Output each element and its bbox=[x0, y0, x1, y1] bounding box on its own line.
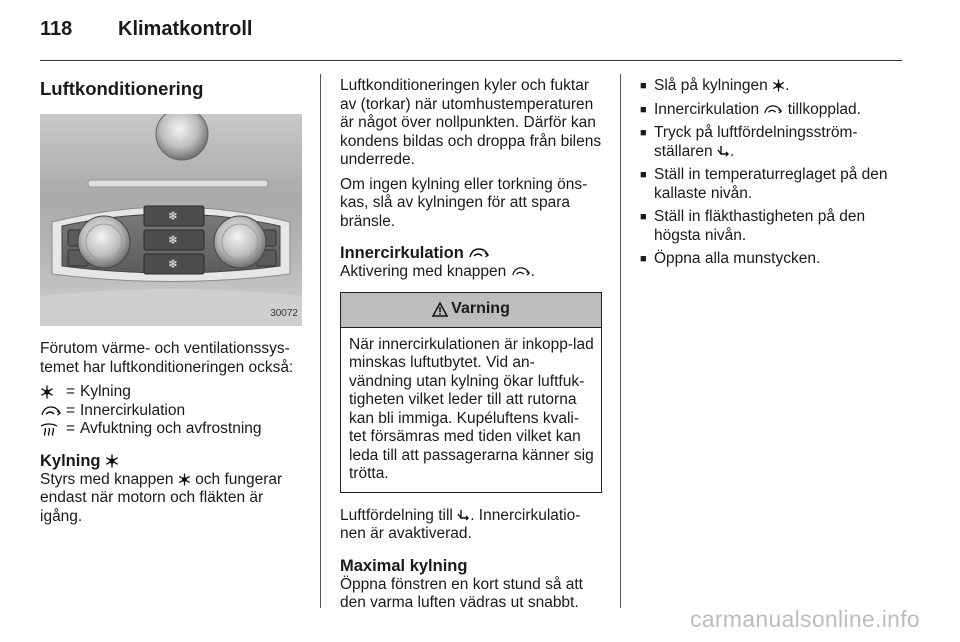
warning-triangle-icon bbox=[432, 302, 448, 317]
list-item: ■ Ställ in temperaturreglaget på den kallaste nivån. bbox=[640, 166, 902, 203]
warning-header bbox=[341, 293, 601, 328]
warning-text: När innercirkulationen är inkopp-lad minskas luftutbytet. Vid an-vändning utan kylning ökar luftfuk-tigheten vilket leder till att rutorna kan bli immiga. Kupéluftens kvali-tet försämras med tiden vilket kan leda till att passagerarna känner sig trötta. bbox=[349, 335, 594, 482]
step-3-end: . bbox=[729, 142, 735, 160]
recirculation-icon bbox=[511, 265, 531, 278]
recirculation-text-end: . bbox=[530, 263, 535, 280]
warning-box bbox=[340, 292, 602, 493]
watermark: carmanualsonline.info bbox=[689, 606, 920, 632]
defog-icon bbox=[40, 420, 66, 439]
airflow-text bbox=[340, 507, 602, 544]
list-item bbox=[640, 124, 902, 161]
page-header bbox=[40, 18, 252, 41]
airflow-text-a: Luftfördelning till bbox=[340, 506, 453, 524]
cooling-heading-text: Kylning bbox=[40, 451, 101, 470]
ac-paragraph-1: Luftkonditioneringen kyler och fuktar av (torkar) när utomhustemperaturen är något över nollpunkten. Därför kan kondens bildas och droppa från bilens underrede. bbox=[340, 77, 602, 168]
legend-eq-3: = bbox=[66, 420, 76, 437]
section-title: Luftkonditionering bbox=[40, 78, 204, 99]
button-glyph-3: ❄ bbox=[168, 257, 179, 271]
header-rule bbox=[40, 60, 902, 61]
snowflake-icon bbox=[105, 454, 119, 468]
cooling-text-a: Styrs med knappen bbox=[40, 470, 174, 488]
intro-text: Förutom värme- och ventilationssys-temet har luftkonditioneringen också: bbox=[40, 340, 294, 376]
step-1-end: . bbox=[785, 77, 790, 94]
button-glyph-2: ❄ bbox=[168, 233, 179, 247]
max-cooling-heading: Maximal kylning bbox=[340, 556, 468, 575]
floor-airflow-icon bbox=[457, 509, 470, 522]
floor-airflow-icon bbox=[717, 145, 730, 158]
climate-panel-photo bbox=[40, 114, 302, 326]
legend-label-defog: Avfuktning och avfrostning bbox=[80, 420, 262, 437]
list-item bbox=[640, 101, 902, 120]
cooling-heading bbox=[40, 451, 302, 471]
max-cooling-steps bbox=[640, 77, 902, 269]
ac-paragraph-2: Om ingen kylning eller torkning öns-kas, slå av kylningen för att spara bränsle. bbox=[340, 175, 588, 230]
column-2 bbox=[340, 77, 602, 619]
button-glyph-1: ❄ bbox=[168, 209, 179, 223]
recirculation-icon bbox=[468, 246, 490, 260]
recirculation-icon bbox=[40, 402, 66, 421]
column-3 bbox=[640, 77, 902, 274]
list-item: ■ Ställ in fläkthastigheten på den högsta nivån. bbox=[640, 208, 902, 245]
column-1 bbox=[40, 72, 302, 532]
legend-eq-1: = bbox=[66, 383, 76, 400]
column-divider-1 bbox=[320, 74, 321, 608]
recirculation-heading-text: Innercirkulation bbox=[340, 244, 464, 262]
column-divider-2 bbox=[620, 74, 621, 608]
cooling-text-b: och fungerar endast när motorn och fläkten är igång. bbox=[40, 470, 283, 525]
step-2-end: tillkopplad. bbox=[787, 100, 861, 118]
snowflake-icon bbox=[178, 473, 191, 486]
list-item bbox=[640, 77, 902, 96]
page-number: 118 bbox=[40, 18, 73, 40]
step-2-text: Innercirkulation bbox=[654, 100, 760, 118]
list-item: ■ Öppna alla munstycken. bbox=[640, 250, 902, 269]
legend-eq-2: = bbox=[66, 401, 76, 419]
image-code: 30072 bbox=[270, 307, 298, 319]
recirculation-text bbox=[340, 263, 602, 282]
recirculation-icon bbox=[763, 103, 783, 116]
snowflake-icon bbox=[772, 79, 785, 92]
legend-label-cooling: Kylning bbox=[80, 383, 131, 400]
snowflake-icon bbox=[40, 383, 66, 402]
recirculation-text-a: Aktivering med knappen bbox=[340, 263, 507, 280]
cooling-text bbox=[40, 471, 302, 527]
warning-title: Varning bbox=[451, 300, 510, 318]
symbol-legend bbox=[40, 383, 302, 439]
step-1-text: Slå på kylningen bbox=[654, 77, 768, 94]
airflow-text-b: . Innercirkulatio-nen är avaktiverad. bbox=[340, 506, 581, 542]
step-3-text: Tryck på luftfördelningsström-ställaren bbox=[654, 124, 858, 160]
chapter-title: Klimatkontroll bbox=[118, 18, 253, 40]
recirculation-heading bbox=[340, 243, 602, 263]
max-cooling-text: Öppna fönstren en kort stund så att den varma luften vädras ut snabbt. bbox=[340, 575, 583, 611]
legend-label-recirculation: Innercirkulation bbox=[80, 401, 186, 419]
